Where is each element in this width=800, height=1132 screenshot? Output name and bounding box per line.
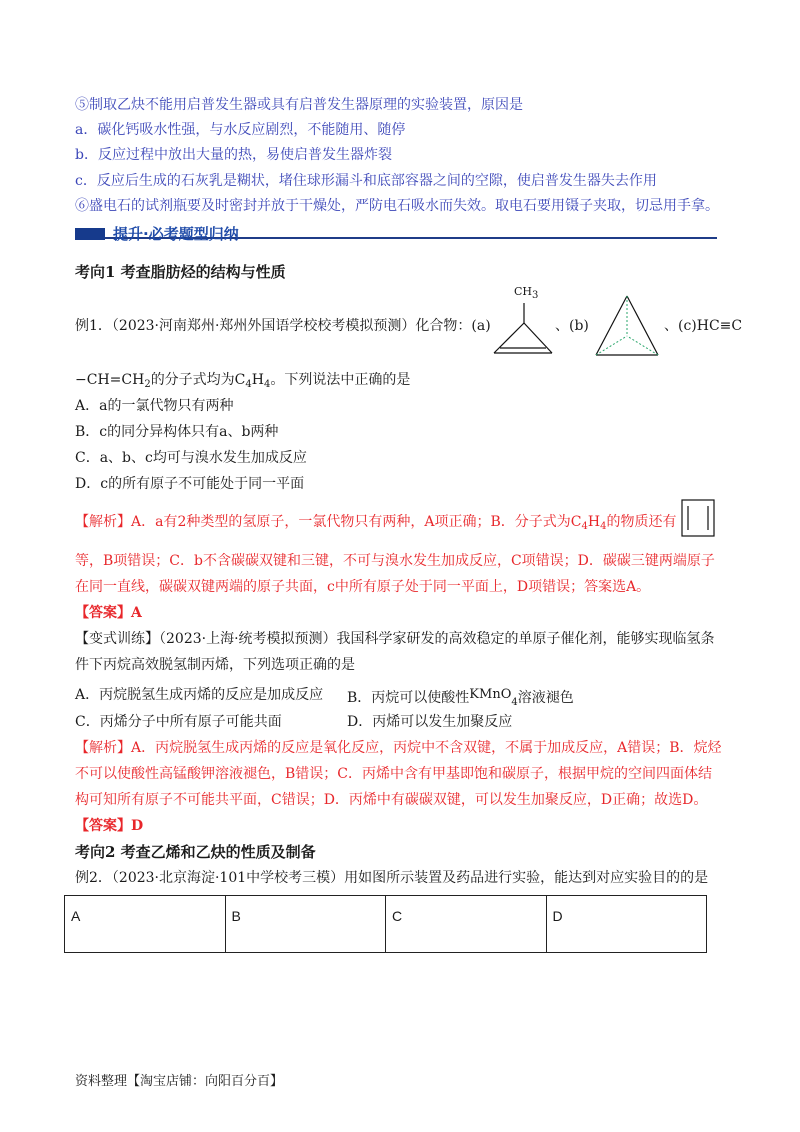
cyclobutadiene-structure bbox=[680, 498, 716, 538]
banner-chip bbox=[75, 228, 105, 240]
molecule-b bbox=[594, 294, 660, 358]
ex2-col-b: B bbox=[225, 896, 386, 953]
ex1-option-d: D．c的所有原子不可能处于同一平面 bbox=[75, 476, 305, 492]
cyclobutadiene-icon bbox=[680, 498, 716, 538]
note-6: ⑥盛电石的试剂瓶要及时密封并放于干燥处，严防电石吸水而失效。取电石要用镊子夹取，切忌用手拿。 bbox=[75, 198, 719, 214]
var1-analysis-line1: 【解析】A．丙烷脱氢生成丙烯的反应是氧化反应，丙烷中不含双键，不属于加成反应，A错误；B．烷烃 bbox=[75, 740, 722, 756]
tetrahedrane-icon bbox=[594, 294, 660, 358]
var1-analysis-line2: 不可以使酸性高锰酸钾溶液褪色，B错误；C．丙烯中含有甲基即饱和碳原子，根据甲烷的空间四面体结 bbox=[75, 766, 712, 782]
note-5: ⑤制取乙炔不能用启普发生器或具有启普发生器原理的实验装置，原因是 bbox=[75, 97, 523, 113]
ex1-stem-line2: $-CH=CH_2$的分子式均为$C_4H_4$。下列说法中正确的是 bbox=[75, 372, 411, 390]
var1-stem-line1: 【变式训练】（2023·上海·统考模拟预测）我国科学家研发的高效稳定的单原子催化剂，能够实现临氢条 bbox=[75, 631, 715, 647]
ex1-analysis-line2: 等，B项错误；C．b不含碳碳双键和三键，不可与溴水发生加成反应，C项错误；D．碳碳三键两端原子 bbox=[75, 553, 715, 569]
note-a: a．碳化钙吸水性强，与水反应剧烈，不能随用、随停 bbox=[75, 122, 406, 138]
ex2-col-a: A bbox=[65, 896, 226, 953]
banner-title: 提升·必考题型归纳 bbox=[113, 225, 239, 243]
note-c: c．反应后生成的石灰乳是糊状，堵住球形漏斗和底部容器之间的空隙，使启普发生器失去作用 bbox=[75, 173, 657, 189]
ex2-col-d: D bbox=[546, 896, 707, 953]
ex1-answer: 【答案】A bbox=[75, 605, 142, 621]
var1-option-b: B．丙烷可以使酸性KMnO$_4$溶液褪色 bbox=[347, 687, 574, 708]
ex1-option-b: B．c的同分异构体只有a、b两种 bbox=[75, 424, 279, 440]
section-2-title: 考向2 考查乙烯和乙炔的性质及制备 bbox=[75, 843, 316, 861]
var1-analysis-line3: 构可知所有原子不可能共平面，C错误；D．丙烯中有碳碳双键，可以发生加聚反应，D正确；故选D。 bbox=[75, 792, 708, 808]
ex1-sep-c: 、(c)HC≡C bbox=[664, 318, 743, 334]
section-banner bbox=[75, 224, 717, 244]
page-footer: 资料整理【淘宝店铺：向阳百分百】 bbox=[75, 1074, 284, 1089]
var1-answer: 【答案】D bbox=[75, 818, 144, 834]
var1-option-d: D．丙烯可以发生加聚反应 bbox=[347, 714, 513, 730]
var1-option-c: C．丙烯分子中所有原子可能共面 bbox=[75, 714, 282, 730]
ex1-stem-a: 例1．（2023·河南郑州·郑州外国语学校校考模拟预测）化合物：(a) bbox=[75, 318, 491, 334]
ex1-analysis-line1: 【解析】A．a有2种类型的氢原子，一氯代物只有两种，A项正确；B．分子式为$C_4H_4$的物质还有 bbox=[75, 514, 677, 532]
ex2-stem: 例2．（2023·北京海淀·101中学校考三模）用如图所示装置及药品进行实验，能达到对应实验目的的是 bbox=[75, 870, 709, 886]
molecule-a bbox=[488, 285, 558, 361]
ex2-options-table bbox=[64, 895, 707, 953]
var1-option-a: A．丙烷脱氢生成丙烯的反应是加成反应 bbox=[75, 687, 324, 703]
ex1-option-a: A．a的一氯代物只有两种 bbox=[75, 398, 234, 414]
methyl-label: CH3 bbox=[514, 285, 539, 301]
note-b: b．反应过程中放出大量的热，易使启普发生器炸裂 bbox=[75, 147, 392, 163]
ex2-col-c: C bbox=[386, 896, 547, 953]
var1-stem-line2: 件下丙烷高效脱氢制丙烯，下列选项正确的是 bbox=[75, 657, 355, 673]
ex1-analysis-line3: 在同一直线，碳碳双键两端的原子共面，c中所有原子处于同一平面上，D项错误；答案选A。 bbox=[75, 579, 651, 595]
table-row bbox=[65, 896, 707, 953]
ex1-option-c: C．a、b、c均可与溴水发生加成反应 bbox=[75, 450, 307, 466]
ex1-sep-b: 、(b) bbox=[555, 318, 589, 334]
section-1-title: 考向1 考查脂肪烃的结构与性质 bbox=[75, 263, 286, 281]
